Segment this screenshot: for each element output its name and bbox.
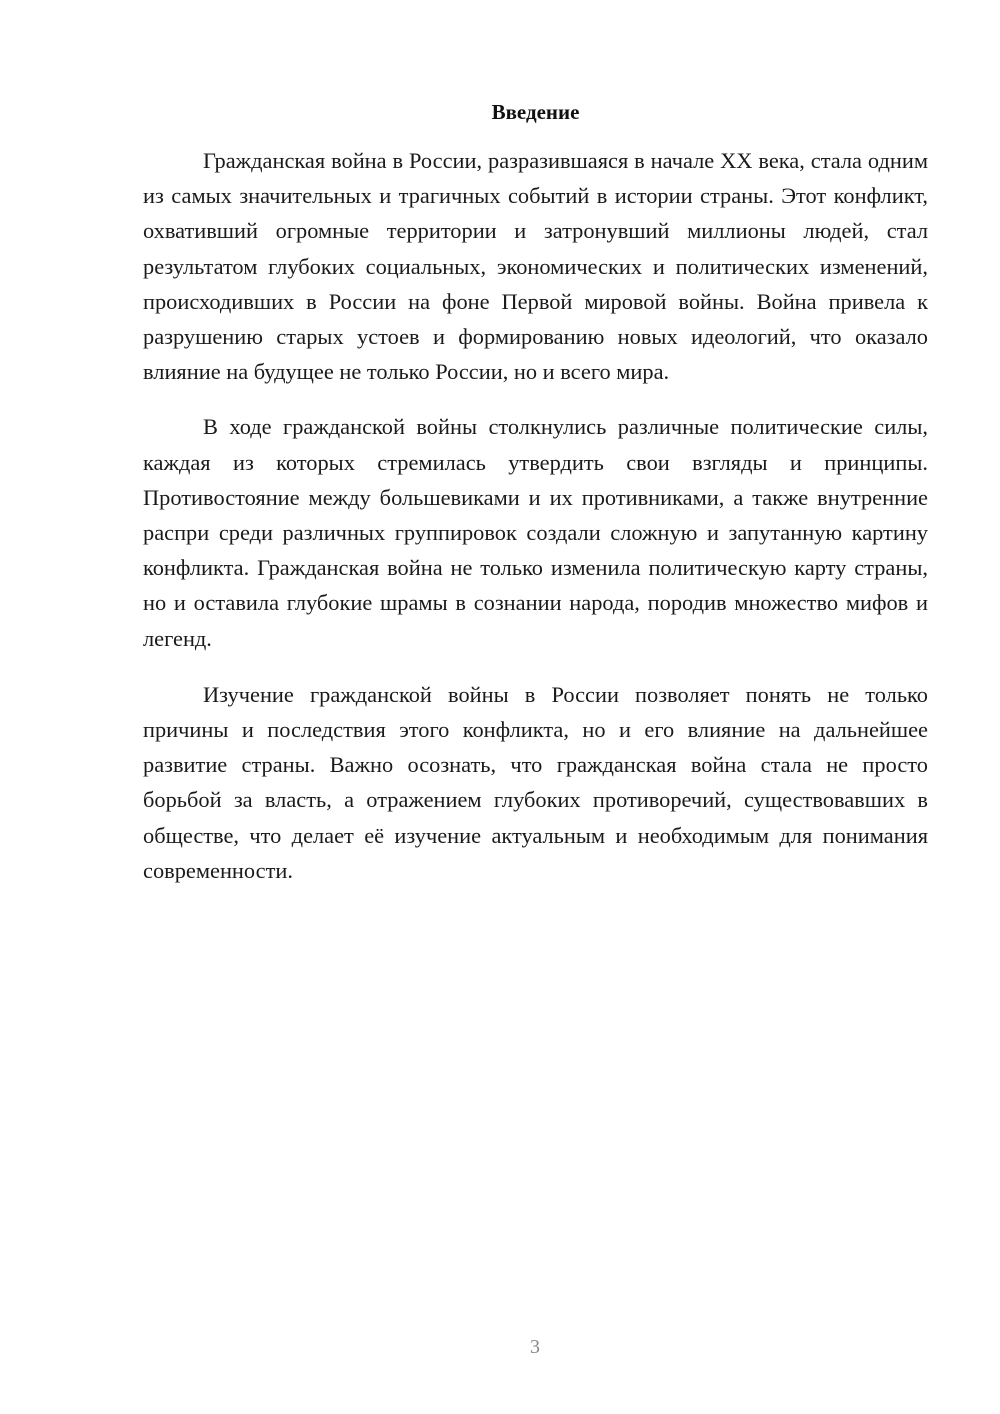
page-content (143, 97, 928, 888)
page-number: 3 (530, 1336, 540, 1358)
paragraph-3: Изучение гражданской войны в России позволяет понять не только причины и последствия этого конфликта, но и его влияние на дальнейшее развитие страны. Важно осознать, что гражданская война стала не просто борьбой за власть, а отражением глубоких противоречий, существовавших в обществе, что делает её изучение актуальным и необходимым для понимания современности. (143, 681, 928, 883)
section-heading: Введение (491, 100, 580, 124)
paragraph-2: В ходе гражданской войны столкнулись различные политические силы, каждая из которых стремилась утвердить свои взгляды и принципы. Противостояние между большевиками и их противниками, а также внутренние распри среди различных группировок создали сложную и запутанную картину конфликта. Гражданская война не только изменила политическую карту страны, но и оставила глубокие шрамы в сознании народа, породив множество мифов и легенд. (143, 414, 928, 651)
paragraph-1: Гражданская война в России, разразившаяся в начале XX века, стала одним из самых значительных и трагичных событий в истории страны. Этот конфликт, охвативший огромные территории и затронувший миллионы людей, стал результатом глубоких социальных, экономических и политических изменений, происходивших в России на фоне Первой мировой войны. Война привела к разрушению старых устоев и формированию новых идеологий, что оказало влияние на будущее не только России, но и всего мира. (143, 148, 928, 385)
